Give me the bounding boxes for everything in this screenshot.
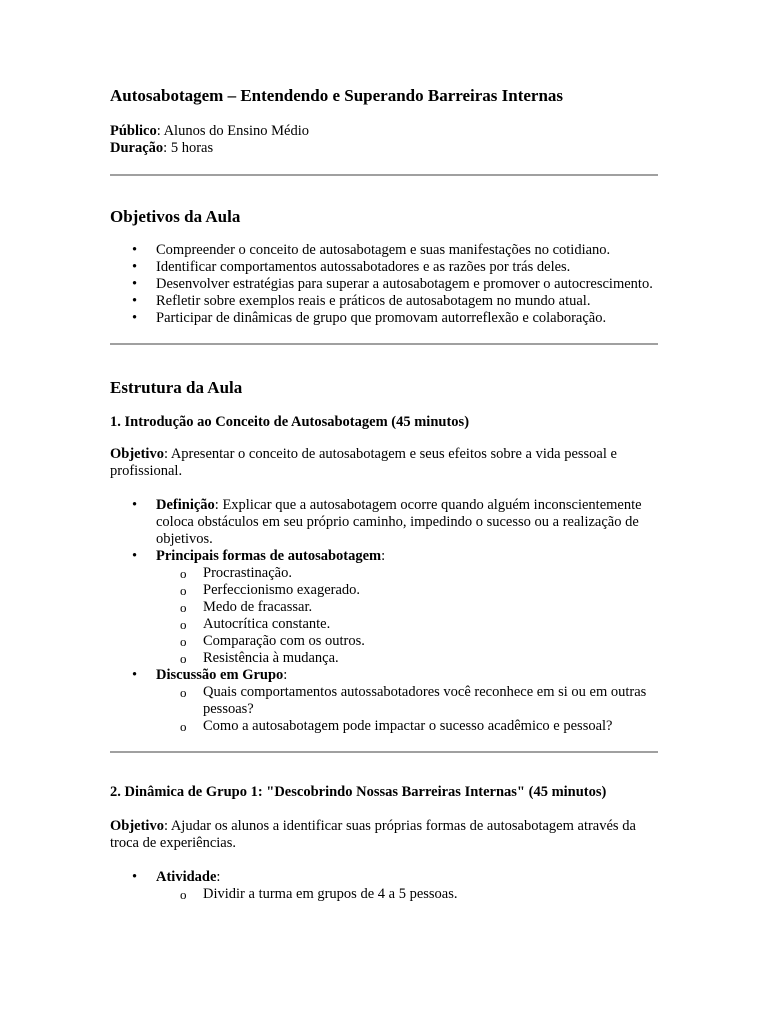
section2-list (110, 869, 658, 903)
circle-bullet-icon: o (180, 719, 187, 734)
list-item: • Participar de dinâmicas de grupo que promovam autorreflexão e colaboração. (132, 310, 607, 326)
list-item: • Refletir sobre exemplos reais e práticos de autosabotagem no mundo atual. (132, 293, 591, 309)
objetivos-list (110, 242, 658, 327)
circle-bullet-icon: o (180, 651, 187, 666)
formas-sublist (156, 565, 658, 667)
publico-label: Público (110, 123, 157, 139)
atividade-sublist (156, 886, 658, 903)
section1-list (110, 497, 658, 735)
section1-heading: 1. Introdução ao Conceito de Autosabotagem (45 minutos) (110, 414, 470, 430)
divider (110, 343, 658, 345)
duracao-label: Duração (110, 140, 164, 156)
sublist-item: o Autocrítica constante. (180, 616, 331, 632)
sublist-item: o Como a autosabotagem pode impactar o sucesso acadêmico e pessoal? (180, 718, 613, 734)
publico-line (110, 123, 658, 140)
list-item: • Compreender o conceito de autosabotagem e suas manifestações no cotidiano. (132, 242, 611, 258)
section2-objetivo: Objetivo: Ajudar os alunos a identificar suas próprias formas de autosabotagem através da troca de experiências. (110, 818, 636, 851)
atividade-label: Atividade (156, 869, 217, 885)
circle-bullet-icon: o (180, 583, 187, 598)
section2-heading: 2. Dinâmica de Grupo 1: "Descobrindo Nossas Barreiras Internas" (45 minutos) (110, 784, 607, 800)
bullet-icon: • (132, 259, 138, 275)
formas-label: Principais formas de autosabotagem (156, 548, 382, 564)
list-item: • Desenvolver estratégias para superar a autosabotagem e promover o autocrescimento. (132, 276, 653, 292)
divider (110, 174, 658, 176)
circle-bullet-icon: o (180, 566, 187, 581)
discussao-label: Discussão em Grupo (156, 667, 284, 683)
duracao-line (110, 140, 658, 157)
bullet-icon: • (132, 293, 138, 309)
objetivo-label: Objetivo (110, 818, 164, 834)
bullet-icon: • (132, 548, 138, 564)
list-item-formas: • Principais formas de autosabotagem: o Procrastinação. o Perfeccionismo exagerado. o Medo de fracassar. o Autocrítica constante. o Comparação com os outros. o Resistência à mudança. (110, 548, 658, 667)
document-title: Autosabotagem – Entendendo e Superando Barreiras Internas (110, 86, 564, 105)
circle-bullet-icon: o (180, 634, 187, 649)
objetivos-heading: Objetivos da Aula (110, 207, 241, 226)
document-content (110, 86, 658, 903)
bullet-icon: • (132, 242, 138, 258)
sublist-item: o Dividir a turma em grupos de 4 a 5 pessoas. (180, 886, 458, 902)
bullet-icon: • (132, 869, 138, 885)
sublist-item: o Quais comportamentos autossabotadores você reconhece em si ou em outras pessoas? (180, 684, 647, 717)
definicao-label: Definição (156, 497, 215, 513)
publico-value: : Alunos do Ensino Médio (156, 123, 309, 139)
circle-bullet-icon: o (180, 617, 187, 632)
bullet-icon: • (132, 310, 138, 326)
divider (110, 751, 658, 753)
sublist-item: o Perfeccionismo exagerado. (180, 582, 361, 598)
bullet-icon: • (132, 497, 138, 513)
sublist-item: o Procrastinação. (180, 565, 292, 581)
list-item-atividade: • Atividade: o Dividir a turma em grupos de 4 a 5 pessoas. (110, 869, 658, 903)
sublist-item: o Comparação com os outros. (180, 633, 365, 649)
duracao-value: : 5 horas (163, 140, 214, 156)
list-item-definicao: • Definição: Explicar que a autosabotagem ocorre quando alguém inconscientemente coloca obstáculos em seu próprio caminho, impedindo o sucesso ou a realização de objetivos. (132, 497, 642, 547)
circle-bullet-icon: o (180, 887, 187, 902)
bullet-icon: • (132, 276, 138, 292)
sublist-item: o Medo de fracassar. (180, 599, 313, 615)
sublist-item: o Resistência à mudança. (180, 650, 339, 666)
circle-bullet-icon: o (180, 685, 187, 700)
circle-bullet-icon: o (180, 600, 187, 615)
list-item-discussao: • Discussão em Grupo: o Quais comportamentos autossabotadores você reconhece em si ou em outras pessoas? o Como a autosabotagem pode impactar o sucesso acadêmico e pessoal? (110, 667, 658, 735)
objetivo-label: Objetivo (110, 446, 164, 462)
list-item: • Identificar comportamentos autossabotadores e as razões por trás deles. (132, 259, 571, 275)
estrutura-heading: Estrutura da Aula (110, 378, 243, 397)
bullet-icon: • (132, 667, 138, 683)
section1-objetivo: Objetivo: Apresentar o conceito de autosabotagem e seus efeitos sobre a vida pessoal e profissional. (110, 446, 617, 479)
discussao-sublist (156, 684, 658, 735)
